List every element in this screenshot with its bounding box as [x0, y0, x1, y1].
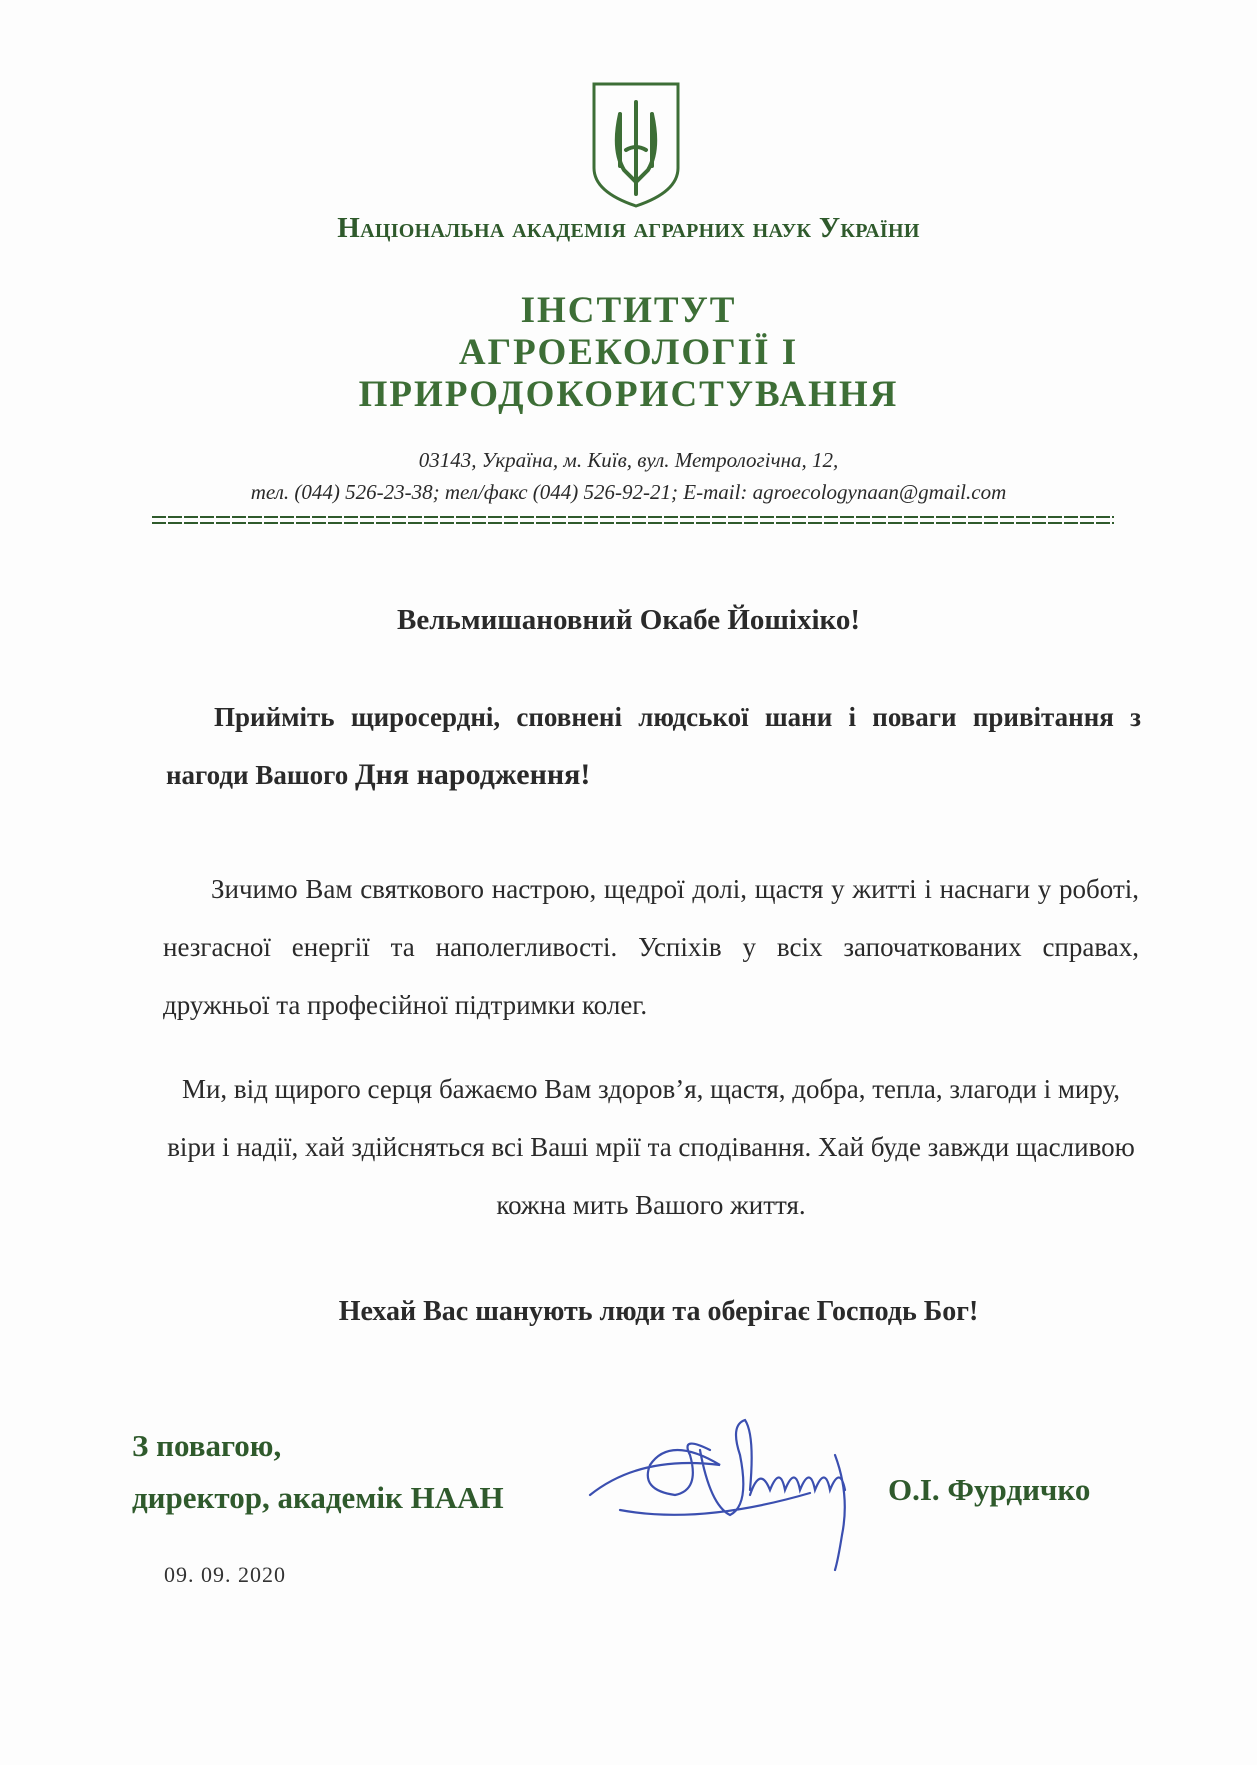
academy-name: Національна академія аграрних наук України — [337, 212, 920, 244]
wishes-text: Зичимо Вам святкового настрою, щедрої долі, щастя у житті і наснаги у роботі, незгасної енергії та наполегливості. Успіхів у всіх започаткованих справах, дружньої та професійної підтримки колег. — [163, 874, 1139, 1020]
signer-name: О.І. Фурдичко — [888, 1472, 1091, 1507]
closing-title: директор, академік НААН — [132, 1480, 504, 1515]
paragraph-congratulation — [166, 688, 1141, 804]
congratulation-text: Прийміть щиросердні, сповнені людської шани і поваги привітання з нагоди Вашого — [166, 702, 1141, 790]
institute-line-3: ПРИРОДОКОРИСТУВАННЯ — [358, 374, 899, 415]
paragraph-heartfelt: Ми, від щирого серця бажаємо Вам здоров’я, щастя, добра, тепла, злагоди і миру, віри і надії, хай здійсняться всі Ваші мрії та сподівання. Хай буде завжди щасливою кожна мить Вашого життя. — [167, 1074, 1135, 1220]
address-line-1: 03143, Україна, м. Київ, вул. Метрологічна, 12, — [418, 448, 839, 472]
institute-line-2: АГРОЕКОЛОГІЇ І — [458, 332, 799, 373]
address-block — [0, 444, 1257, 508]
letter-date: 09. 09. 2020 — [164, 1562, 286, 1587]
signature-icon — [580, 1395, 900, 1575]
header-divider — [152, 514, 1114, 528]
greeting: Вельмишановний Окабе Йошіхіко! — [397, 604, 860, 636]
address-line-2: тел. (044) 526-23-38; тел/факс (044) 526-92-21; E-mail: agroecologynaan@gmail.com — [250, 480, 1007, 504]
birthday-phrase: Дня народження! — [354, 758, 591, 791]
coat-of-arms-icon — [590, 80, 682, 210]
paragraph-wishes — [163, 860, 1139, 1034]
blessing: Нехай Вас шанують люди та оберігає Господь Бог! — [338, 1296, 979, 1327]
institute-name — [0, 290, 1257, 416]
institute-line-1: ІНСТИТУТ — [520, 290, 737, 331]
closing-regards: З повагою, — [132, 1428, 282, 1463]
closing-block — [132, 1420, 612, 1524]
